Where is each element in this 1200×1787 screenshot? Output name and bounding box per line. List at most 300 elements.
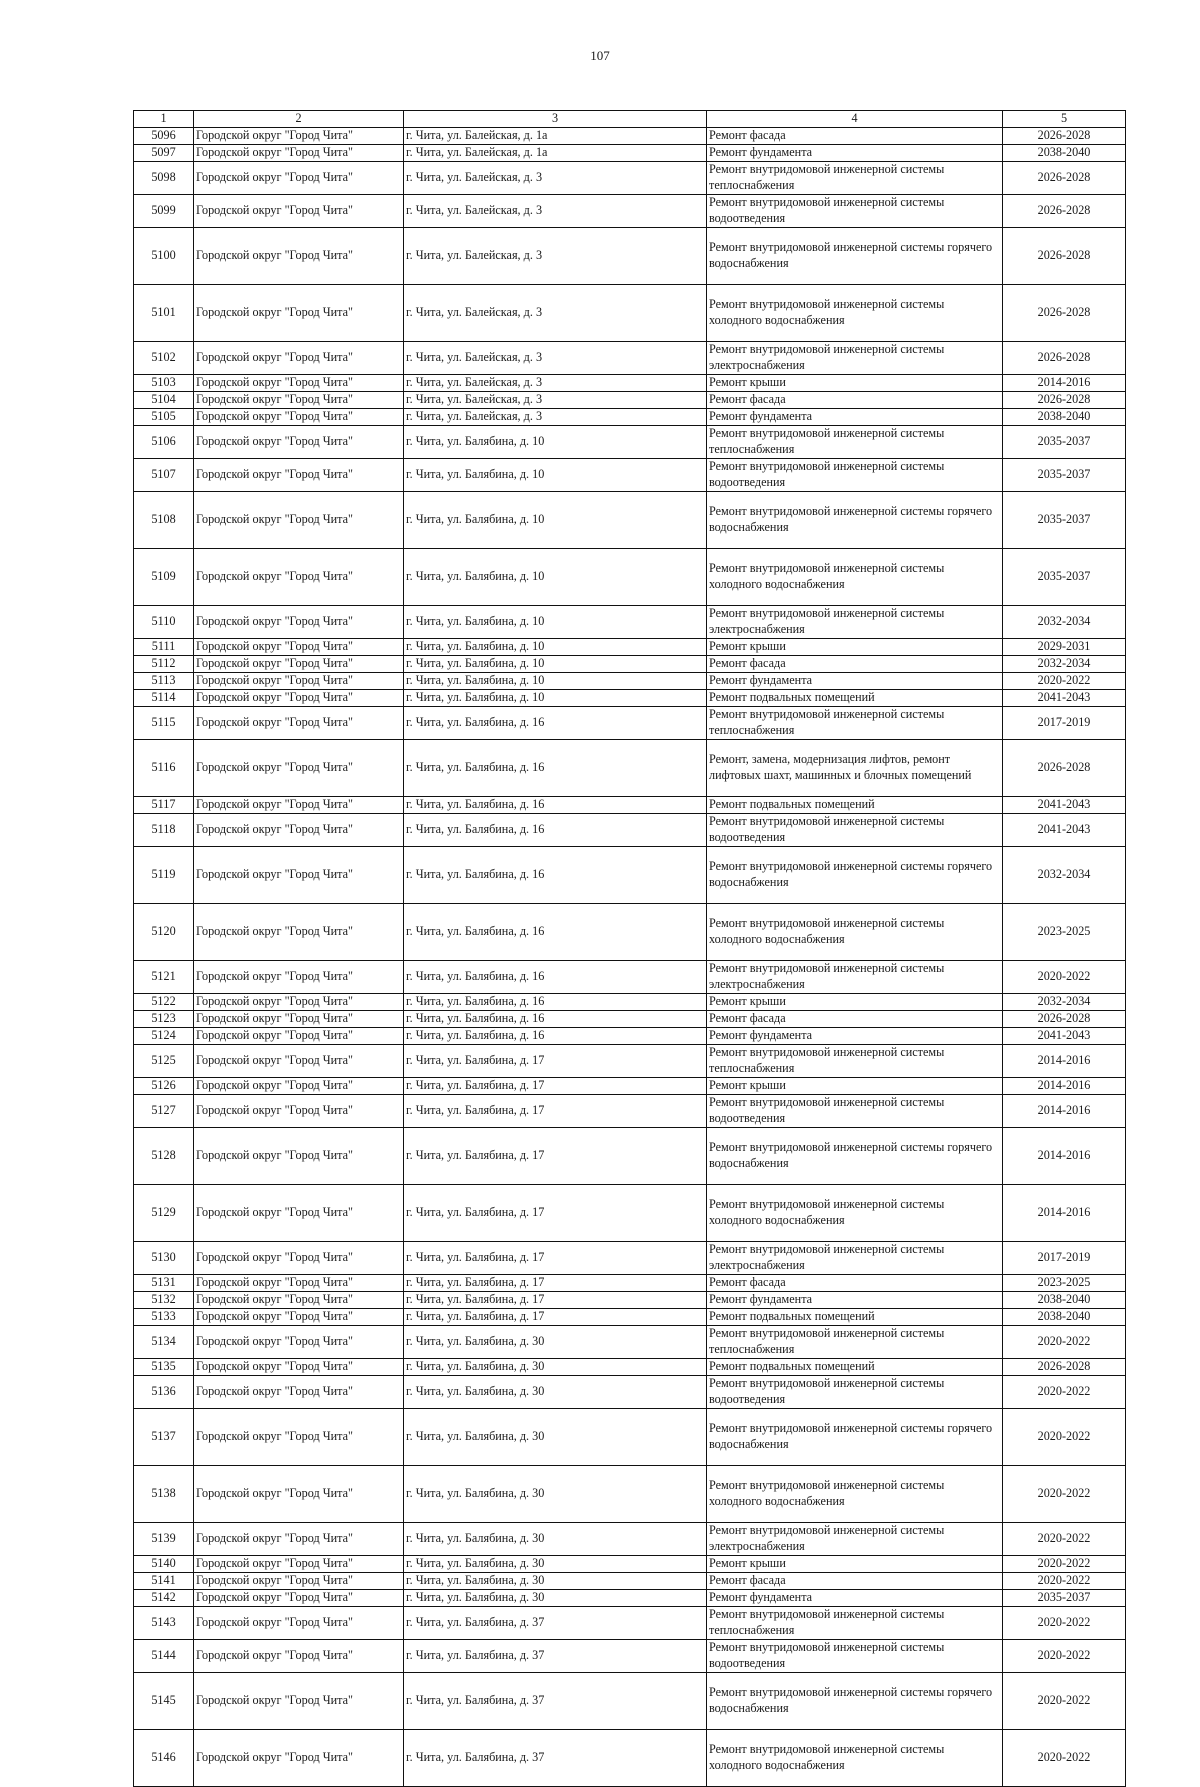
municipality-cell: Городской округ "Город Чита" [194,1291,404,1308]
work-type-cell: Ремонт фасада [707,1572,1003,1589]
period-cell: 2026-2028 [1003,1358,1126,1375]
municipality-cell: Городской округ "Город Чита" [194,903,404,960]
row-number: 5137 [134,1408,194,1465]
row-number: 5126 [134,1077,194,1094]
table-row [134,846,1126,903]
work-type-cell: Ремонт внутридомовой инженерной системы горячего водоснабжения [707,227,1003,284]
table-row [134,1044,1126,1077]
period-cell: 2035-2037 [1003,425,1126,458]
work-type-cell: Ремонт внутридомовой инженерной системы электроснабжения [707,960,1003,993]
work-type-cell: Ремонт фундамента [707,144,1003,161]
row-number: 5131 [134,1274,194,1291]
municipality-cell: Городской округ "Город Чита" [194,1308,404,1325]
table-row [134,1094,1126,1127]
work-type-cell: Ремонт внутридомовой инженерной системы горячего водоснабжения [707,1408,1003,1465]
table-row [134,1077,1126,1094]
table-row [134,993,1126,1010]
row-number: 5110 [134,605,194,638]
address-cell: г. Чита, ул. Балябина, д. 37 [404,1606,707,1639]
row-number: 5123 [134,1010,194,1027]
row-number: 5146 [134,1729,194,1786]
address-cell: г. Чита, ул. Балябина, д. 16 [404,1010,707,1027]
work-type-cell: Ремонт крыши [707,374,1003,391]
municipality-cell: Городской округ "Город Чита" [194,1094,404,1127]
period-cell: 2014-2016 [1003,1184,1126,1241]
row-number: 5125 [134,1044,194,1077]
work-type-cell: Ремонт внутридомовой инженерной системы холодного водоснабжения [707,1465,1003,1522]
municipality-cell: Городской округ "Город Чита" [194,408,404,425]
work-type-cell: Ремонт фундамента [707,408,1003,425]
period-cell: 2020-2022 [1003,1408,1126,1465]
address-cell: г. Чита, ул. Балейская, д. 3 [404,227,707,284]
municipality-cell: Городской округ "Город Чита" [194,194,404,227]
period-cell: 2041-2043 [1003,689,1126,706]
table-row [134,1358,1126,1375]
row-number: 5134 [134,1325,194,1358]
period-cell: 2035-2037 [1003,548,1126,605]
row-number: 5096 [134,127,194,144]
municipality-cell: Городской округ "Город Чита" [194,1589,404,1606]
row-number: 5139 [134,1522,194,1555]
work-type-cell: Ремонт крыши [707,1077,1003,1094]
period-cell: 2026-2028 [1003,284,1126,341]
period-cell: 2020-2022 [1003,1465,1126,1522]
address-cell: г. Чита, ул. Балейская, д. 3 [404,284,707,341]
work-type-cell: Ремонт, замена, модернизация лифтов, ремонт лифтовых шахт, машинных и блочных помещений [707,739,1003,796]
table-row [134,227,1126,284]
address-cell: г. Чита, ул. Балябина, д. 30 [404,1325,707,1358]
work-type-cell: Ремонт внутридомовой инженерной системы горячего водоснабжения [707,491,1003,548]
table-row [134,1027,1126,1044]
period-cell: 2035-2037 [1003,491,1126,548]
period-cell: 2026-2028 [1003,739,1126,796]
table-row [134,1291,1126,1308]
period-cell: 2026-2028 [1003,194,1126,227]
work-type-cell: Ремонт подвальных помещений [707,1308,1003,1325]
municipality-cell: Городской округ "Город Чита" [194,1672,404,1729]
address-cell: г. Чита, ул. Балейская, д. 3 [404,408,707,425]
work-type-cell: Ремонт внутридомовой инженерной системы горячего водоснабжения [707,1672,1003,1729]
address-cell: г. Чита, ул. Балябина, д. 16 [404,960,707,993]
work-type-cell: Ремонт фасада [707,1010,1003,1027]
work-type-cell: Ремонт внутридомовой инженерной системы водоотведения [707,1639,1003,1672]
municipality-cell: Городской округ "Город Чита" [194,227,404,284]
work-type-cell: Ремонт внутридомовой инженерной системы теплоснабжения [707,1606,1003,1639]
row-number: 5116 [134,739,194,796]
municipality-cell: Городской округ "Город Чита" [194,739,404,796]
row-number: 5132 [134,1291,194,1308]
header-col-4: 4 [707,111,1003,128]
address-cell: г. Чита, ул. Балябина, д. 17 [404,1044,707,1077]
municipality-cell: Городской округ "Город Чита" [194,1606,404,1639]
period-cell: 2038-2040 [1003,144,1126,161]
work-type-cell: Ремонт внутридомовой инженерной системы теплоснабжения [707,1325,1003,1358]
period-cell: 2014-2016 [1003,374,1126,391]
address-cell: г. Чита, ул. Балябина, д. 30 [404,1572,707,1589]
municipality-cell: Городской округ "Город Чита" [194,846,404,903]
work-type-cell: Ремонт фундамента [707,1589,1003,1606]
address-cell: г. Чита, ул. Балябина, д. 10 [404,605,707,638]
table-row [134,341,1126,374]
period-cell: 2026-2028 [1003,341,1126,374]
address-cell: г. Чита, ул. Балябина, д. 30 [404,1555,707,1572]
period-cell: 2032-2034 [1003,846,1126,903]
row-number: 5112 [134,655,194,672]
work-type-cell: Ремонт внутридомовой инженерной системы электроснабжения [707,1241,1003,1274]
work-type-cell: Ремонт внутридомовой инженерной системы теплоснабжения [707,425,1003,458]
table-row [134,1572,1126,1589]
row-number: 5111 [134,638,194,655]
municipality-cell: Городской округ "Город Чита" [194,1241,404,1274]
address-cell: г. Чита, ул. Балейская, д. 3 [404,341,707,374]
table-row [134,1522,1126,1555]
address-cell: г. Чита, ул. Балябина, д. 10 [404,491,707,548]
municipality-cell: Городской округ "Город Чита" [194,993,404,1010]
address-cell: г. Чита, ул. Балябина, д. 10 [404,548,707,605]
work-type-cell: Ремонт фасада [707,127,1003,144]
municipality-cell: Городской округ "Город Чита" [194,605,404,638]
work-type-cell: Ремонт внутридомовой инженерной системы теплоснабжения [707,1044,1003,1077]
period-cell: 2026-2028 [1003,227,1126,284]
address-cell: г. Чита, ул. Балябина, д. 10 [404,458,707,491]
period-cell: 2017-2019 [1003,706,1126,739]
row-number: 5120 [134,903,194,960]
address-cell: г. Чита, ул. Балейская, д. 3 [404,161,707,194]
row-number: 5097 [134,144,194,161]
municipality-cell: Городской округ "Город Чита" [194,796,404,813]
table-row [134,1308,1126,1325]
period-cell: 2020-2022 [1003,1672,1126,1729]
table-row [134,739,1126,796]
work-type-cell: Ремонт крыши [707,993,1003,1010]
work-type-cell: Ремонт подвальных помещений [707,1358,1003,1375]
work-type-cell: Ремонт внутридомовой инженерной системы холодного водоснабжения [707,903,1003,960]
table-row [134,458,1126,491]
address-cell: г. Чита, ул. Балябина, д. 30 [404,1358,707,1375]
table-row [134,548,1126,605]
municipality-cell: Городской округ "Город Чита" [194,1639,404,1672]
municipality-cell: Городской округ "Город Чита" [194,1325,404,1358]
address-cell: г. Чита, ул. Балябина, д. 10 [404,655,707,672]
work-type-cell: Ремонт внутридомовой инженерной системы водоотведения [707,1375,1003,1408]
period-cell: 2014-2016 [1003,1094,1126,1127]
row-number: 5133 [134,1308,194,1325]
table-row [134,491,1126,548]
municipality-cell: Городской округ "Город Чита" [194,706,404,739]
address-cell: г. Чита, ул. Балябина, д. 10 [404,689,707,706]
table-row [134,796,1126,813]
row-number: 5140 [134,1555,194,1572]
address-cell: г. Чита, ул. Балябина, д. 16 [404,706,707,739]
table-row [134,638,1126,655]
municipality-cell: Городской округ "Город Чита" [194,1729,404,1786]
row-number: 5113 [134,672,194,689]
municipality-cell: Городской округ "Город Чита" [194,655,404,672]
address-cell: г. Чита, ул. Балябина, д. 37 [404,1672,707,1729]
row-number: 5102 [134,341,194,374]
period-cell: 2038-2040 [1003,1291,1126,1308]
row-number: 5108 [134,491,194,548]
table-row [134,1127,1126,1184]
row-number: 5136 [134,1375,194,1408]
work-type-cell: Ремонт внутридомовой инженерной системы водоотведения [707,1094,1003,1127]
address-cell: г. Чита, ул. Балябина, д. 16 [404,993,707,1010]
work-type-cell: Ремонт внутридомовой инженерной системы холодного водоснабжения [707,284,1003,341]
period-cell: 2020-2022 [1003,1729,1126,1786]
work-type-cell: Ремонт внутридомовой инженерной системы холодного водоснабжения [707,1184,1003,1241]
municipality-cell: Городской округ "Город Чита" [194,425,404,458]
address-cell: г. Чита, ул. Балябина, д. 30 [404,1408,707,1465]
address-cell: г. Чита, ул. Балябина, д. 17 [404,1291,707,1308]
table-row [134,1672,1126,1729]
address-cell: г. Чита, ул. Балейская, д. 1а [404,127,707,144]
row-number: 5142 [134,1589,194,1606]
table-body [134,127,1126,1786]
row-number: 5141 [134,1572,194,1589]
address-cell: г. Чита, ул. Балябина, д. 10 [404,672,707,689]
municipality-cell: Городской округ "Город Чита" [194,548,404,605]
address-cell: г. Чита, ул. Балябина, д. 30 [404,1522,707,1555]
municipality-cell: Городской округ "Город Чита" [194,689,404,706]
municipality-cell: Городской округ "Город Чита" [194,1027,404,1044]
work-type-cell: Ремонт фундамента [707,672,1003,689]
table-row [134,127,1126,144]
table-row [134,284,1126,341]
municipality-cell: Городской округ "Город Чита" [194,813,404,846]
address-cell: г. Чита, ул. Балябина, д. 16 [404,739,707,796]
table-row [134,1375,1126,1408]
work-type-cell: Ремонт внутридомовой инженерной системы водоотведения [707,458,1003,491]
table-row [134,1555,1126,1572]
works-table [133,110,1126,1787]
municipality-cell: Городской округ "Город Чита" [194,1555,404,1572]
row-number: 5144 [134,1639,194,1672]
table-row [134,813,1126,846]
address-cell: г. Чита, ул. Балябина, д. 16 [404,1027,707,1044]
row-number: 5098 [134,161,194,194]
row-number: 5101 [134,284,194,341]
table-row [134,1639,1126,1672]
period-cell: 2026-2028 [1003,161,1126,194]
address-cell: г. Чита, ул. Балябина, д. 16 [404,796,707,813]
table-row [134,374,1126,391]
period-cell: 2014-2016 [1003,1127,1126,1184]
period-cell: 2014-2016 [1003,1044,1126,1077]
work-type-cell: Ремонт фундамента [707,1291,1003,1308]
address-cell: г. Чита, ул. Балябина, д. 17 [404,1274,707,1291]
period-cell: 2020-2022 [1003,1572,1126,1589]
row-number: 5138 [134,1465,194,1522]
row-number: 5130 [134,1241,194,1274]
address-cell: г. Чита, ул. Балябина, д. 16 [404,846,707,903]
work-type-cell: Ремонт внутридомовой инженерной системы горячего водоснабжения [707,846,1003,903]
period-cell: 2020-2022 [1003,1606,1126,1639]
period-cell: 2026-2028 [1003,1010,1126,1027]
row-number: 5106 [134,425,194,458]
row-number: 5104 [134,391,194,408]
row-number: 5122 [134,993,194,1010]
table-row [134,144,1126,161]
municipality-cell: Городской округ "Город Чита" [194,374,404,391]
address-cell: г. Чита, ул. Балябина, д. 30 [404,1589,707,1606]
row-number: 5117 [134,796,194,813]
period-cell: 2026-2028 [1003,127,1126,144]
row-number: 5121 [134,960,194,993]
address-cell: г. Чита, ул. Балейская, д. 1а [404,144,707,161]
table-row [134,903,1126,960]
address-cell: г. Чита, ул. Балябина, д. 17 [404,1127,707,1184]
period-cell: 2020-2022 [1003,1555,1126,1572]
municipality-cell: Городской округ "Город Чита" [194,1010,404,1027]
municipality-cell: Городской округ "Город Чита" [194,144,404,161]
page-number: 107 [590,48,610,63]
header-col-3: 3 [404,111,707,128]
period-cell: 2020-2022 [1003,1522,1126,1555]
period-cell: 2041-2043 [1003,813,1126,846]
row-number: 5107 [134,458,194,491]
row-number: 5115 [134,706,194,739]
table-row [134,1465,1126,1522]
address-cell: г. Чита, ул. Балейская, д. 3 [404,374,707,391]
municipality-cell: Городской округ "Город Чита" [194,1465,404,1522]
table-row [134,1010,1126,1027]
row-number: 5124 [134,1027,194,1044]
municipality-cell: Городской округ "Город Чита" [194,1375,404,1408]
address-cell: г. Чита, ул. Балябина, д. 16 [404,813,707,846]
work-type-cell: Ремонт внутридомовой инженерной системы горячего водоснабжения [707,1127,1003,1184]
address-cell: г. Чита, ул. Балябина, д. 17 [404,1077,707,1094]
row-number: 5103 [134,374,194,391]
work-type-cell: Ремонт фасада [707,391,1003,408]
address-cell: г. Чита, ул. Балябина, д. 10 [404,638,707,655]
header-col-2: 2 [194,111,404,128]
municipality-cell: Городской округ "Город Чита" [194,1572,404,1589]
row-number: 5135 [134,1358,194,1375]
row-number: 5128 [134,1127,194,1184]
period-cell: 2041-2043 [1003,1027,1126,1044]
period-cell: 2032-2034 [1003,605,1126,638]
table-header [134,111,1126,128]
period-cell: 2035-2037 [1003,458,1126,491]
row-number: 5145 [134,1672,194,1729]
municipality-cell: Городской округ "Город Чита" [194,284,404,341]
municipality-cell: Городской округ "Город Чита" [194,1522,404,1555]
period-cell: 2029-2031 [1003,638,1126,655]
row-number: 5105 [134,408,194,425]
table-row [134,1184,1126,1241]
period-cell: 2020-2022 [1003,672,1126,689]
work-type-cell: Ремонт фундамента [707,1027,1003,1044]
work-type-cell: Ремонт внутридомовой инженерной системы холодного водоснабжения [707,548,1003,605]
table-row [134,408,1126,425]
period-cell: 2020-2022 [1003,1375,1126,1408]
address-cell: г. Чита, ул. Балябина, д. 30 [404,1465,707,1522]
table-row [134,1274,1126,1291]
period-cell: 2038-2040 [1003,1308,1126,1325]
address-cell: г. Чита, ул. Балейская, д. 3 [404,391,707,408]
work-type-cell: Ремонт крыши [707,1555,1003,1572]
row-number: 5099 [134,194,194,227]
table-row [134,1241,1126,1274]
period-cell: 2020-2022 [1003,1325,1126,1358]
table-row [134,194,1126,227]
address-cell: г. Чита, ул. Балябина, д. 17 [404,1308,707,1325]
municipality-cell: Городской округ "Город Чита" [194,1358,404,1375]
address-cell: г. Чита, ул. Балябина, д. 17 [404,1094,707,1127]
municipality-cell: Городской округ "Город Чита" [194,491,404,548]
table-row [134,1325,1126,1358]
municipality-cell: Городской округ "Город Чита" [194,391,404,408]
period-cell: 2032-2034 [1003,993,1126,1010]
address-cell: г. Чита, ул. Балябина, д. 37 [404,1729,707,1786]
work-type-cell: Ремонт внутридомовой инженерной системы водоотведения [707,194,1003,227]
municipality-cell: Городской округ "Город Чита" [194,161,404,194]
row-number: 5118 [134,813,194,846]
work-type-cell: Ремонт внутридомовой инженерной системы электроснабжения [707,1522,1003,1555]
address-cell: г. Чита, ул. Балябина, д. 37 [404,1639,707,1672]
municipality-cell: Городской округ "Город Чита" [194,960,404,993]
period-cell: 2020-2022 [1003,960,1126,993]
municipality-cell: Городской округ "Город Чита" [194,1274,404,1291]
table-row [134,655,1126,672]
address-cell: г. Чита, ул. Балябина, д. 17 [404,1184,707,1241]
work-type-cell: Ремонт фасада [707,1274,1003,1291]
address-cell: г. Чита, ул. Балябина, д. 17 [404,1241,707,1274]
municipality-cell: Городской округ "Город Чита" [194,1044,404,1077]
work-type-cell: Ремонт внутридомовой инженерной системы теплоснабжения [707,161,1003,194]
address-cell: г. Чита, ул. Балябина, д. 30 [404,1375,707,1408]
municipality-cell: Городской округ "Город Чита" [194,1408,404,1465]
header-col-5: 5 [1003,111,1126,128]
row-number: 5127 [134,1094,194,1127]
row-number: 5109 [134,548,194,605]
work-type-cell: Ремонт внутридомовой инженерной системы электроснабжения [707,605,1003,638]
work-type-cell: Ремонт внутридомовой инженерной системы водоотведения [707,813,1003,846]
table-row [134,689,1126,706]
period-cell: 2023-2025 [1003,1274,1126,1291]
municipality-cell: Городской округ "Город Чита" [194,638,404,655]
table-row [134,605,1126,638]
row-number: 5100 [134,227,194,284]
municipality-cell: Городской округ "Город Чита" [194,127,404,144]
table-row [134,161,1126,194]
header-col-1: 1 [134,111,194,128]
work-type-cell: Ремонт внутридомовой инженерной системы теплоснабжения [707,706,1003,739]
work-type-cell: Ремонт подвальных помещений [707,796,1003,813]
work-type-cell: Ремонт крыши [707,638,1003,655]
address-cell: г. Чита, ул. Балейская, д. 3 [404,194,707,227]
municipality-cell: Городской округ "Город Чита" [194,1077,404,1094]
work-type-cell: Ремонт фасада [707,655,1003,672]
period-cell: 2035-2037 [1003,1589,1126,1606]
row-number: 5143 [134,1606,194,1639]
period-cell: 2026-2028 [1003,391,1126,408]
work-type-cell: Ремонт внутридомовой инженерной системы холодного водоснабжения [707,1729,1003,1786]
municipality-cell: Городской округ "Город Чита" [194,1127,404,1184]
municipality-cell: Городской округ "Город Чита" [194,672,404,689]
period-cell: 2023-2025 [1003,903,1126,960]
period-cell: 2020-2022 [1003,1639,1126,1672]
table-row [134,1408,1126,1465]
period-cell: 2032-2034 [1003,655,1126,672]
table-row [134,960,1126,993]
row-number: 5114 [134,689,194,706]
municipality-cell: Городской округ "Город Чита" [194,1184,404,1241]
municipality-cell: Городской округ "Город Чита" [194,458,404,491]
table-row [134,672,1126,689]
table-row [134,706,1126,739]
period-cell: 2014-2016 [1003,1077,1126,1094]
